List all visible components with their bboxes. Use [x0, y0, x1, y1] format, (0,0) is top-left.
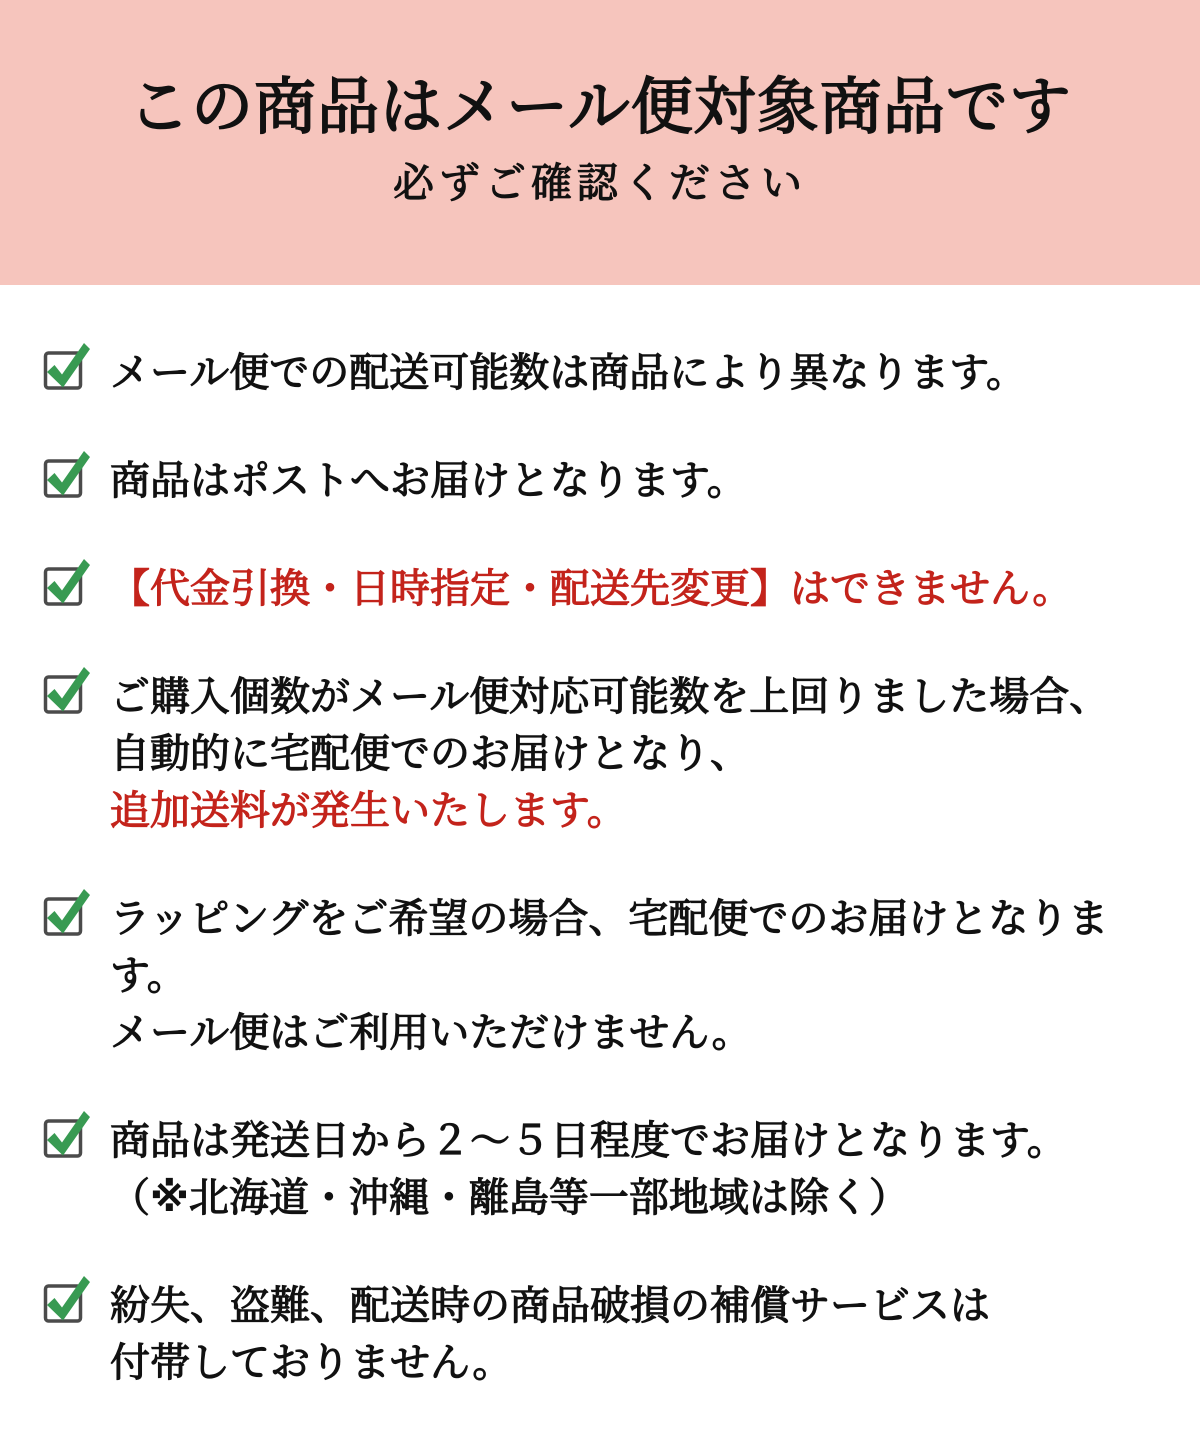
item-line: 【代金引換・日時指定・配送先変更】はできません。: [110, 567, 1073, 611]
notice-list: [0, 285, 1200, 1392]
item-text: [110, 669, 1109, 840]
item-line: 商品は発送日から２〜５日程度でお届けとなります。: [110, 1119, 1067, 1163]
checkbox-checked-icon: [42, 555, 94, 609]
page-title: この商品はメール便対象商品です: [128, 73, 1072, 142]
page-subtitle: 必ずご確認ください: [393, 160, 807, 207]
item-line: 商品はポストへお届けとなります。: [110, 459, 747, 503]
list-item: [42, 453, 1170, 510]
item-line: ラッピングをご希望の場合、宅配便でのお届けとなります。: [110, 897, 1109, 998]
checkbox-checked-icon: [42, 663, 94, 717]
checkbox-checked-icon: [42, 339, 94, 393]
list-item: [42, 561, 1170, 618]
item-line: 追加送料が発生いたします。: [110, 789, 627, 833]
checkbox-checked-icon: [42, 1107, 94, 1161]
item-text: [110, 561, 1072, 618]
list-item: [42, 891, 1170, 1062]
item-text: [110, 1278, 990, 1392]
item-line: ご購入個数がメール便対応可能数を上回りました場合、: [110, 675, 1110, 719]
list-item: [42, 345, 1170, 402]
item-line: 紛失、盗難、配送時の商品破損の補償サービスは: [110, 1284, 990, 1328]
item-text: [110, 1113, 1067, 1227]
list-item: [42, 669, 1170, 840]
item-line: メール便での配送可能数は商品により異なります。: [110, 351, 1026, 395]
checkbox-checked-icon: [42, 447, 94, 501]
list-item: [42, 1278, 1170, 1392]
header-banner: [0, 0, 1200, 285]
item-line: （※北海道・沖縄・離島等一部地域は除く）: [110, 1176, 909, 1220]
item-line: 自動的に宅配便でのお届けとなり、: [110, 732, 750, 776]
item-text: [110, 345, 1026, 402]
checkbox-checked-icon: [42, 1272, 94, 1326]
list-item: [42, 1113, 1170, 1227]
item-line: メール便はご利用いただけません。: [110, 1011, 752, 1055]
item-text: [110, 453, 747, 510]
checkbox-checked-icon: [42, 885, 94, 939]
item-line: 付帯しておりません。: [110, 1341, 513, 1385]
item-text: [110, 891, 1170, 1062]
